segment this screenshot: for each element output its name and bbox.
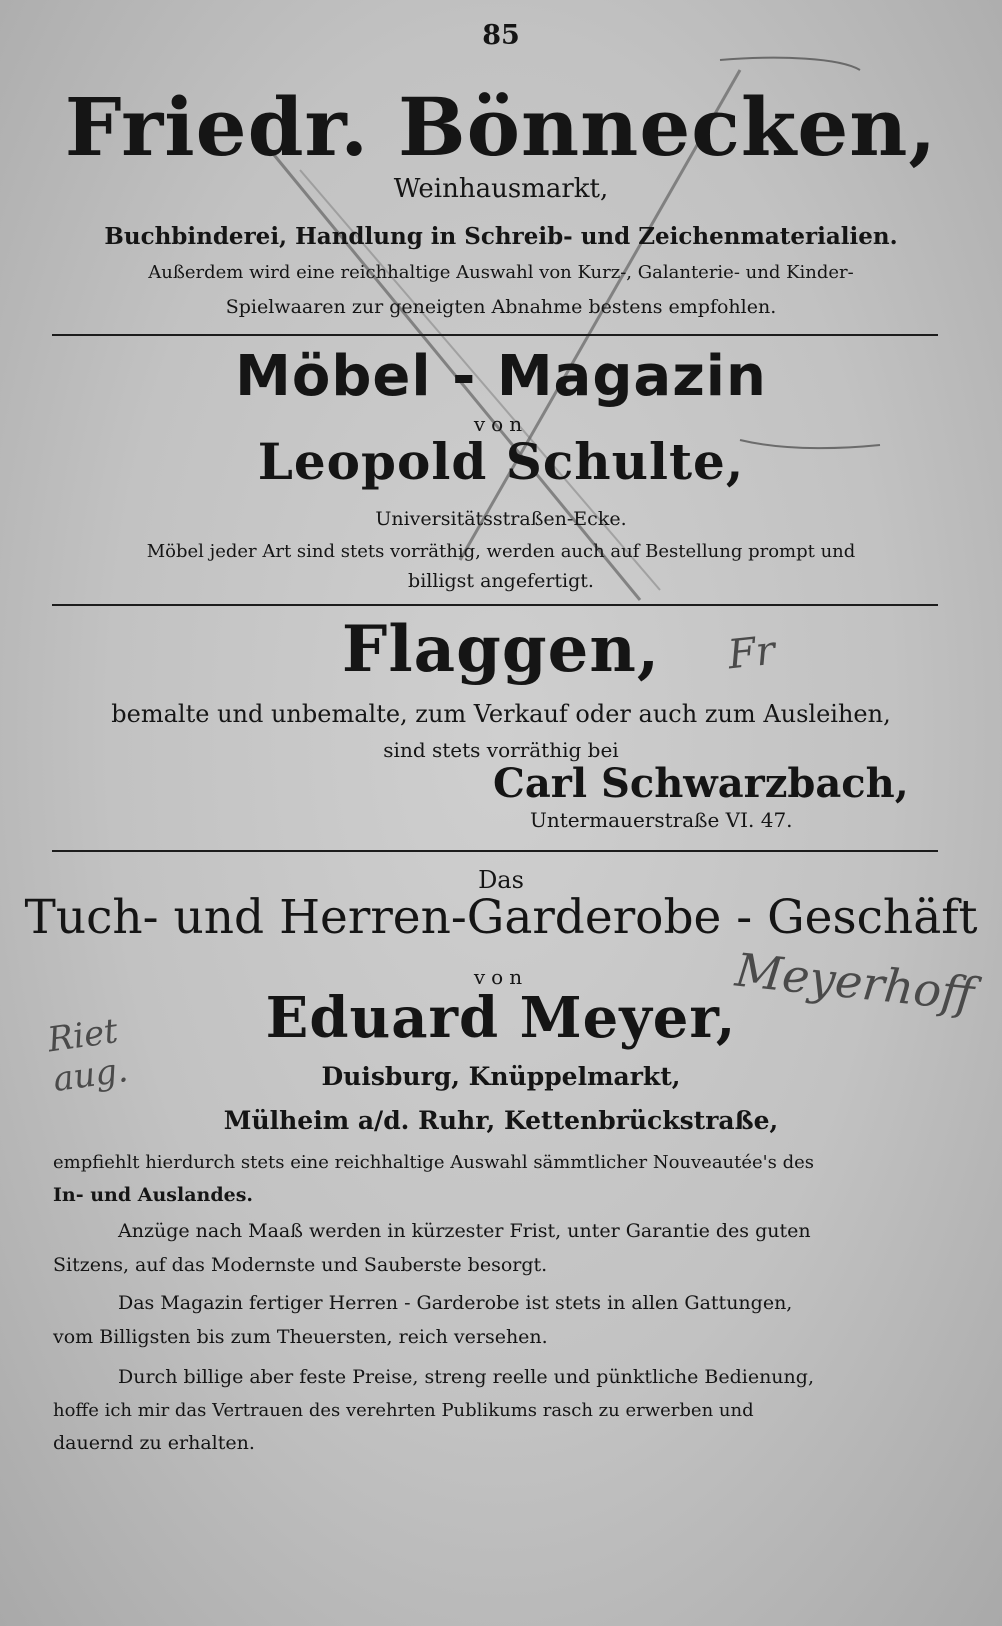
ad4-p3-line1: Das Magazin fertiger Herren - Garderobe ist stets in allen Gattungen, [118,1292,793,1314]
ad4-p4-line1: Durch billige aber feste Preise, streng reelle und pünktliche Bedienung, [118,1366,814,1388]
ad1-text-line2: Spielwaaren zur geneigten Abnahme bestens empfohlen. [225,296,777,318]
ad1-business: Buchbinderei, Handlung in Schreib- und Zeichenmaterialien. [104,223,898,250]
ad4-von: von [473,965,529,989]
page-number: 85 [482,20,520,51]
ad4-p1-line2: In- und Auslandes. [53,1184,254,1206]
divider-1 [52,334,938,336]
ad1-location: Weinhausmarkt, [393,174,609,204]
ad3-title: Flaggen, [341,612,661,687]
handwritten-note-left: Riet aug. [45,1011,131,1101]
ad3-text-line1: bemalte und unbemalte, zum Verkauf oder auch zum Ausleihen, [111,700,891,728]
ad2-von: von [473,412,529,436]
ad3-address: Untermauerstraße VI. 47. [530,808,793,832]
ad2-address: Universitätsstraßen-Ecke. [375,508,627,530]
ad3-name: Carl Schwarzbach, [493,760,909,807]
handwritten-note-flaggen: Fr [725,627,778,679]
ad4-p2-line1: Anzüge nach Maaß werden in kürzester Frist, unter Garantie des guten [118,1220,811,1242]
ad1-name: Friedr. Bönnecken, [64,80,938,174]
ad4-p3-line2: vom Billigsten bis zum Theuersten, reich versehen. [53,1326,548,1348]
ad4-name: Eduard Meyer, [265,985,737,1051]
ad2-name: Leopold Schulte, [257,432,745,491]
handwritten-note-meyer: Meyerhoff [732,942,977,1022]
ad4-title: Tuch- und Herren-Garderobe - Geschäft [24,890,978,945]
ad2-text-line1: Möbel jeder Art sind stets vorräthig, werden auch auf Bestellung prompt und [146,541,856,562]
ad4-p4-line2: hoffe ich mir das Vertrauen des verehrten Publikums rasch zu erwerben und [53,1400,754,1421]
ad2-title: Möbel - Magazin [235,344,767,409]
ad1-text-line1: Außerdem wird eine reichhaltige Auswahl von Kurz-, Galanterie- und Kinder- [148,262,854,283]
divider-3 [52,850,938,852]
ad4-p1-line1: empfiehlt hierdurch stets eine reichhaltige Auswahl sämmtlicher Nouveautée's des [53,1152,815,1173]
divider-2 [52,604,938,606]
ad4-p2-line2: Sitzens, auf das Modernste und Sauberste besorgt. [53,1254,548,1276]
ad4-das: Das [478,866,524,894]
ad4-p4-line3: dauernd zu erhalten. [53,1432,255,1454]
ad4-address2: Mülheim a/d. Ruhr, Kettenbrückstraße, [223,1106,779,1135]
ad3-text-line2: sind stets vorräthig bei [383,738,619,762]
ad2-text-line2: billigst angefertigt. [408,570,594,592]
ad4-address1: Duisburg, Knüppelmarkt, [321,1062,681,1091]
